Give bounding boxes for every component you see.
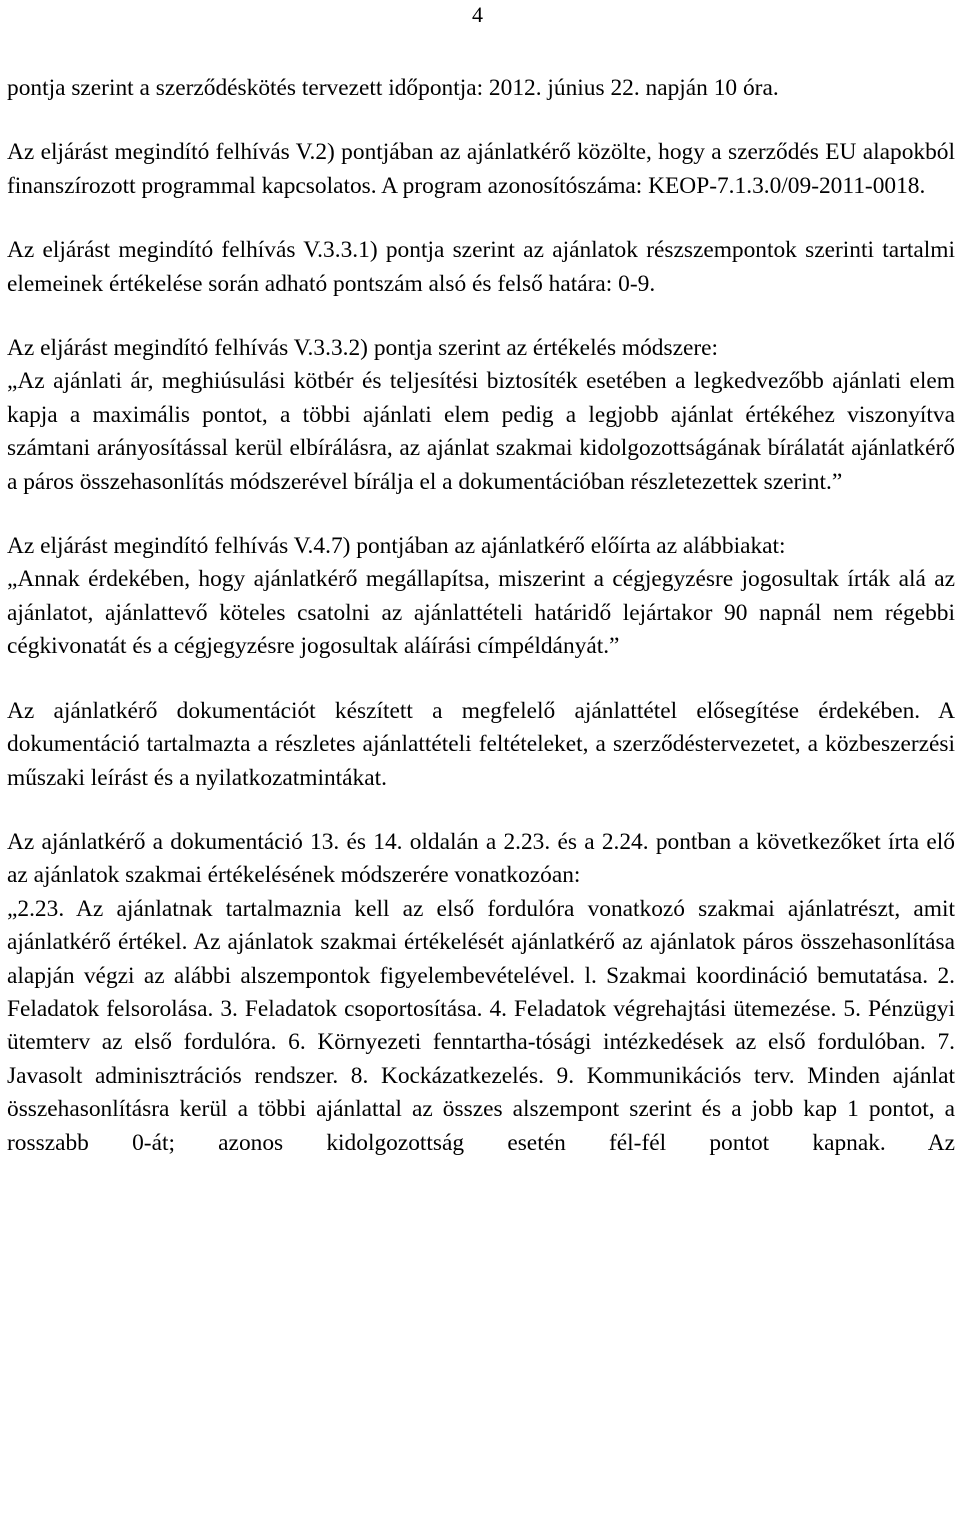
paragraph-documentation	[7, 695, 955, 795]
paragraph-line: Az eljárást megindító felhívás V.3.3.2) pontja szerint az értékelés módszere:	[7, 335, 719, 362]
paragraph-signing-date	[7, 72, 955, 105]
paragraph-professional-evaluation	[7, 826, 955, 1160]
paragraph-line: Az eljárást megindító felhívás V.2) pontjában az ajánlatkérő közölte, hogy a szerződés EU alapokból finanszírozott programmal kapcsolatos. A program azonosítószáma: KEOP-7.1.3.0/09-2011-0018.	[7, 139, 955, 199]
paragraph-line: Az eljárást megindító felhívás V.3.3.1) pontja szerint az ajánlatok részszempontok szerinti tartalmi elemeinek értékelése során adható pontszám alsó és felső határa: 0-9.	[7, 237, 955, 297]
paragraph-line: Az eljárást megindító felhívás V.4.7) pontjában az ajánlatkérő előírta az alábbiakat:	[7, 533, 786, 560]
paragraph-quote: „2.23. Az ajánlatnak tartalmaznia kell az első fordulóra vonatkozó szakmai ajánlatrészt, amit ajánlatkérő értékel. Az ajánlatok szakmai értékelését ajánlatkérő az ajánlatok páros összehasonlítása alapján végzi az alábbi alszempontok figyelembevételével. l. Szakmai koordináció bemutatása. 2. Feladatok felsorolása. 3. Feladatok csoportosítása. 4. Feladatok végrehajtási ütemezése. 5. Pénzügyi ütemterv az első fordulóra. 6. Környezeti fenntartha-tósági intézkedések az első fordulóban. 7. Javasolt adminisztrációs rendszer. 8. Kockázatkezelés. 9. Kommunikációs terv. Minden ajánlat összehasonlításra kerül a többi ajánlattal az összes alszempont szerint és a jobb kap 1 pontot, a rosszabb 0-át; azonos kidolgozottság esetén fél-fél pontot kapnak. Az	[7, 895, 955, 1156]
paragraph-line: Az ajánlatkérő dokumentációt készített a megfelelő ajánlattétel elősegítése érdekében. A dokumentáció tartalmazta a részletes ajánlattételi feltételeket, a szerződéstervezetet, a közbeszerzési műszaki leírást és a nyilatkozatmintákat.	[7, 697, 955, 791]
paragraph-evaluation-method	[7, 332, 955, 499]
paragraph-quote: „Az ajánlati ár, meghiúsulási kötbér és teljesítési biztosíték esetében a legkedvezőbb ajánlati elem kapja a maximális pontot, a többi ajánlati elem pedig a legjobb ajánlat értékéhez viszonyítva számtani arányosítással kerül elbírálásra, az ajánlat szakmai kidolgozottságának bírálatát ajánlatkérő a páros összehasonlítás módszerével bírálja el a dokumentációban részletezettek szerint.”	[7, 368, 955, 495]
paragraph-line: Az ajánlatkérő a dokumentáció 13. és 14. oldalán a 2.23. és a 2.24. pontban a következőket írta elő az ajánlatok szakmai értékelésének módszerére vonatkozóan:	[7, 828, 955, 889]
paragraph-line: pontja szerint a szerződéskötés tervezett időpontja: 2012. június 22. napján 10 óra.	[7, 75, 779, 101]
paragraph-score-range	[7, 234, 955, 301]
paragraph-quote: „Annak érdekében, hogy ajánlatkérő megállapítsa, miszerint a cégjegyzésre jogosultak írták alá az ajánlatot, ajánlattevő köteles csatolni az ajánlattételi határidő lejártakor 90 napnál nem régebbi cégkivonatát és a cégjegyzésre jogosultak aláírási címpéldányát.”	[7, 566, 955, 660]
paragraph-requirements	[7, 530, 955, 664]
page-number: 4	[472, 2, 483, 27]
document-body	[7, 72, 955, 1191]
paragraph-eu-funding	[7, 136, 955, 203]
